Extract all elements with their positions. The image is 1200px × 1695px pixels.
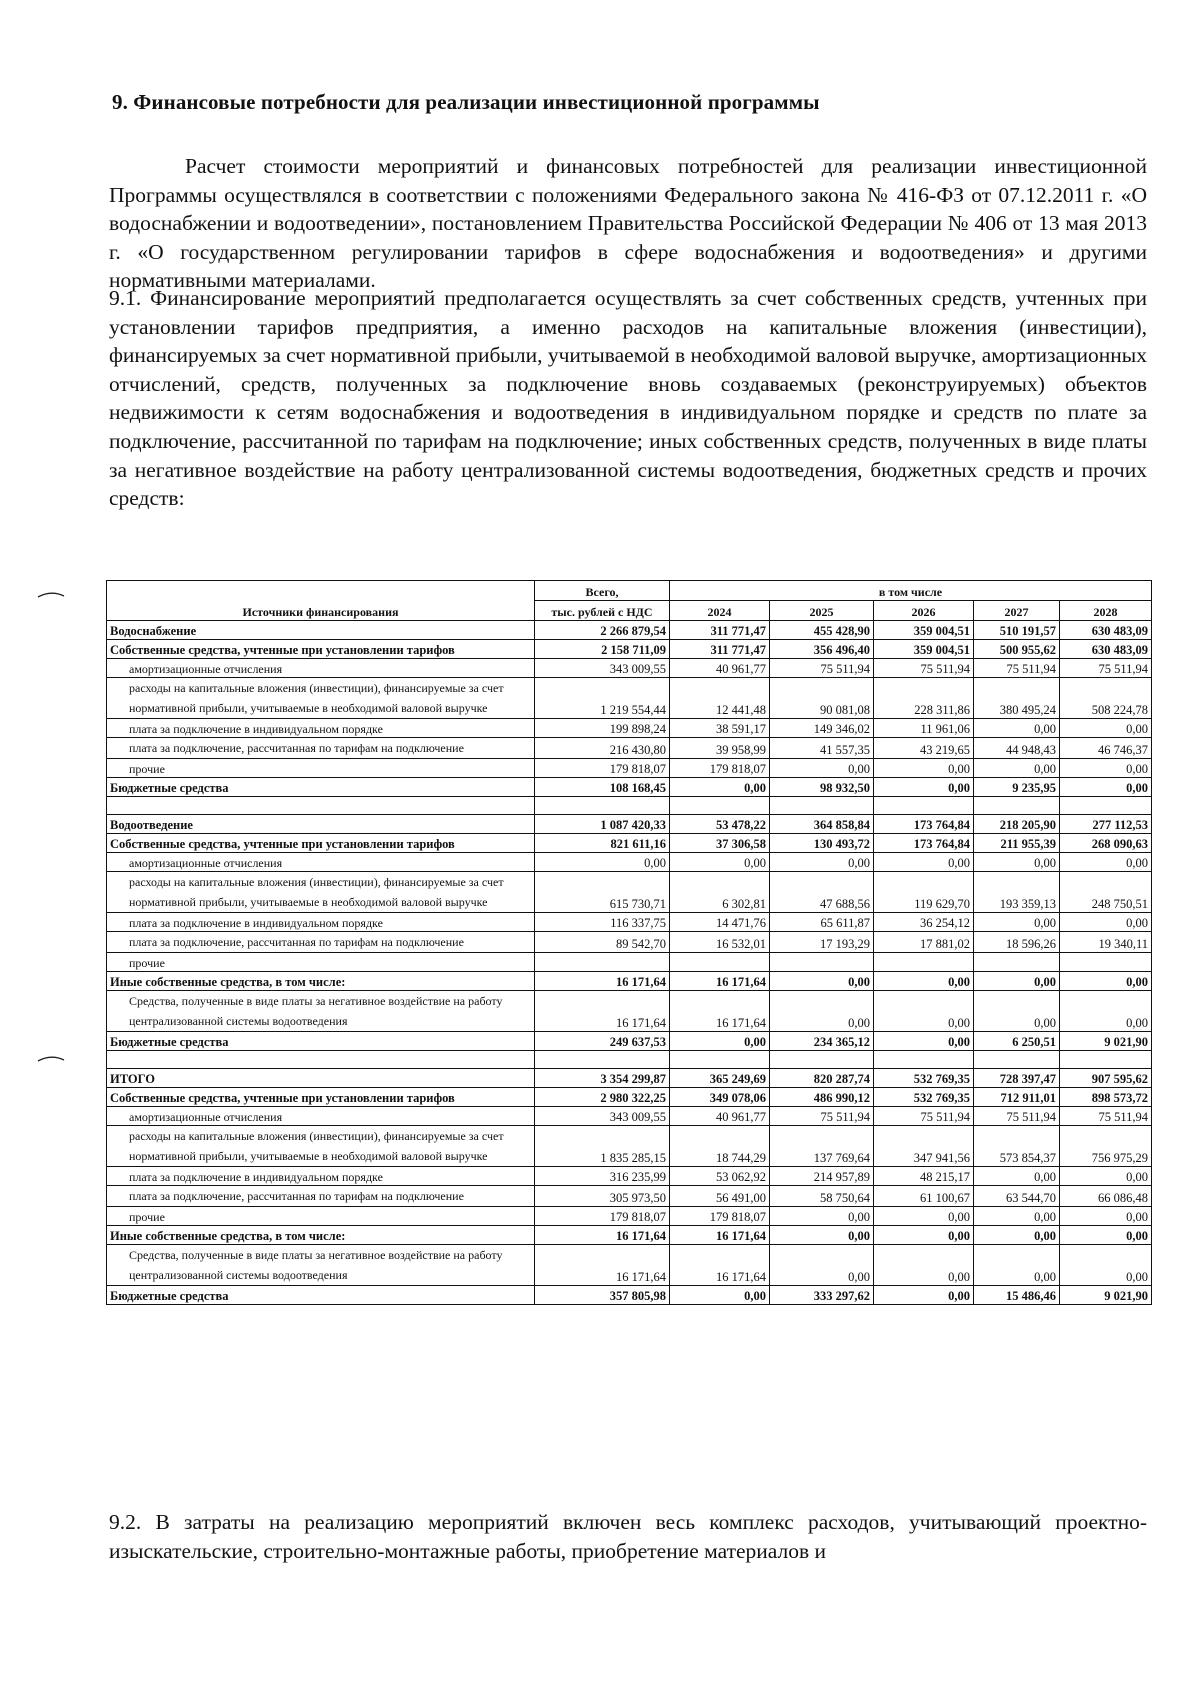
cell-year-value: 898 573,72 (1060, 1088, 1152, 1107)
cell-year-value: 9 021,90 (1060, 1286, 1152, 1305)
cell-year-value: 349 078,06 (670, 1088, 770, 1107)
cell-total: 249 637,53 (535, 1032, 670, 1051)
cell-year-value: 6 302,81 (670, 872, 770, 913)
cell-year-value: 0,00 (1060, 759, 1152, 778)
cell-year-value: 248 750,51 (1060, 872, 1152, 913)
cell-year-value: 0,00 (1060, 991, 1152, 1032)
cell-year-value: 75 511,94 (874, 1107, 974, 1126)
row-label: амортизационные отчисления (107, 853, 535, 872)
cell-year-value: 333 297,62 (770, 1286, 874, 1305)
cell-year-value: 486 990,12 (770, 1088, 874, 1107)
table-row (107, 719, 1152, 738)
cell-year-value: 0,00 (974, 1167, 1060, 1186)
row-label: Бюджетные средства (107, 1286, 535, 1305)
table-row (107, 872, 1152, 913)
cell-total: 16 171,64 (535, 1245, 670, 1286)
cell-year-value: 173 764,84 (874, 834, 974, 853)
row-label: Собственные средства, учтенные при установлении тарифов (107, 1088, 535, 1107)
cell-year-value: 0,00 (1060, 778, 1152, 797)
table-row (107, 738, 1152, 759)
cell-total: 16 171,64 (535, 991, 670, 1032)
cell-year-value: 41 557,35 (770, 738, 874, 759)
table-row (107, 1088, 1152, 1107)
cell-year-value: 573 854,37 (974, 1126, 1060, 1167)
table-row (107, 759, 1152, 778)
cell-total: 16 171,64 (535, 1226, 670, 1245)
row-label: Иные собственные средства, в том числе: (107, 972, 535, 991)
row-label: ИТОГО (107, 1069, 535, 1088)
cell-total: 305 973,50 (535, 1186, 670, 1207)
cell-year-value: 179 818,07 (670, 1207, 770, 1226)
cell-year-value: 0,00 (1060, 1167, 1152, 1186)
header-total-line2: тыс. рублей с НДС (535, 601, 670, 621)
cell-year-value: 820 287,74 (770, 1069, 874, 1088)
cell-year-value: 0,00 (974, 1245, 1060, 1286)
cell-year-value: 218 205,90 (974, 815, 1060, 834)
row-label: расходы на капитальные вложения (инвестиции), финансируемые за счет нормативной прибыли, учитываемые в необходимой валовой выручке (107, 678, 535, 719)
header-year: 2028 (1060, 601, 1152, 621)
cell-year-value: 16 171,64 (670, 991, 770, 1032)
cell-year-value: 0,00 (874, 1245, 974, 1286)
row-label: Водоснабжение (107, 621, 535, 640)
cell-total: 821 611,16 (535, 834, 670, 853)
cell-year-value: 65 611,87 (770, 913, 874, 932)
table-row (107, 659, 1152, 678)
cell-year-value: 728 397,47 (974, 1069, 1060, 1088)
cell-year-value: 0,00 (974, 759, 1060, 778)
table-row (107, 1107, 1152, 1126)
cell-total (535, 953, 670, 972)
cell-total: 116 337,75 (535, 913, 670, 932)
cell-year-value: 38 591,17 (670, 719, 770, 738)
cell-year-value: 66 086,48 (1060, 1186, 1152, 1207)
cell-total: 357 805,98 (535, 1286, 670, 1305)
cell-year-value: 0,00 (770, 1207, 874, 1226)
cell-year-value: 9 021,90 (1060, 1032, 1152, 1051)
cell-year-value: 0,00 (670, 778, 770, 797)
cell-year-value (874, 1051, 974, 1069)
cell-year-value: 0,00 (1060, 1226, 1152, 1245)
row-label: расходы на капитальные вложения (инвестиции), финансируемые за счет нормативной прибыли, учитываемые в необходимой валовой выручке (107, 872, 535, 913)
cell-year-value: 58 750,64 (770, 1186, 874, 1207)
row-label: амортизационные отчисления (107, 659, 535, 678)
cell-year-value (670, 1051, 770, 1069)
cell-year-value: 63 544,70 (974, 1186, 1060, 1207)
cell-year-value: 75 511,94 (1060, 659, 1152, 678)
cell-year-value: 364 858,84 (770, 815, 874, 834)
row-label: прочие (107, 953, 535, 972)
cell-total: 179 818,07 (535, 759, 670, 778)
cell-year-value: 173 764,84 (874, 815, 974, 834)
cell-year-value: 0,00 (670, 1286, 770, 1305)
cell-year-value: 0,00 (974, 1207, 1060, 1226)
cell-total: 1 835 285,15 (535, 1126, 670, 1167)
cell-total: 343 009,55 (535, 659, 670, 678)
cell-year-value (874, 797, 974, 815)
cell-year-value: 712 911,01 (974, 1088, 1060, 1107)
header-year: 2024 (670, 601, 770, 621)
cell-year-value: 0,00 (874, 778, 974, 797)
cell-year-value: 0,00 (974, 1226, 1060, 1245)
cell-year-value: 75 511,94 (770, 659, 874, 678)
table-row (107, 953, 1152, 972)
cell-year-value: 75 511,94 (874, 659, 974, 678)
table-row (107, 1051, 1152, 1069)
row-label: Собственные средства, учтенные при установлении тарифов (107, 640, 535, 659)
cell-year-value: 16 171,64 (670, 972, 770, 991)
cell-year-value: 53 478,22 (670, 815, 770, 834)
row-label: Собственные средства, учтенные при установлении тарифов (107, 834, 535, 853)
header-year: 2026 (874, 601, 974, 621)
cell-year-value: 347 941,56 (874, 1126, 974, 1167)
cell-total: 179 818,07 (535, 1207, 670, 1226)
cell-year-value: 48 215,17 (874, 1167, 974, 1186)
cell-year-value (770, 953, 874, 972)
paragraph-intro: Расчет стоимости мероприятий и финансовых потребностей для реализации инвестиционной Программы осуществлялся в соответствии с положениями Федерального закона № 416-ФЗ от 07.12.2011 г. «О водоснабжении и водоотведении», постановлением Правительства Российской Федерации № 406 от 13 мая 2013 г. «О государственном регулировании тарифов в сфере водоснабжения и водоотведения» и другими нормативными материалами. (109, 154, 1147, 293)
row-label: плата за подключение, рассчитанная по тарифам на подключение (107, 1186, 535, 1207)
cell-year-value: 75 511,94 (1060, 1107, 1152, 1126)
cell-year-value: 75 511,94 (770, 1107, 874, 1126)
table-row (107, 1126, 1152, 1167)
table-row (107, 1032, 1152, 1051)
cell-year-value: 90 081,08 (770, 678, 874, 719)
cell-year-value: 0,00 (874, 972, 974, 991)
cell-year-value: 0,00 (670, 1032, 770, 1051)
cell-year-value: 0,00 (1060, 719, 1152, 738)
cell-year-value: 0,00 (874, 853, 974, 872)
cell-year-value: 0,00 (770, 991, 874, 1032)
cell-total: 1 087 420,33 (535, 815, 670, 834)
table-body (107, 621, 1152, 1305)
cell-year-value: 130 493,72 (770, 834, 874, 853)
cell-year-value: 16 171,64 (670, 1245, 770, 1286)
cell-year-value: 9 235,95 (974, 778, 1060, 797)
cell-year-value: 39 958,99 (670, 738, 770, 759)
cell-year-value: 234 365,12 (770, 1032, 874, 1051)
cell-total: 0,00 (535, 853, 670, 872)
row-label (107, 797, 535, 815)
cell-year-value (874, 953, 974, 972)
table-row (107, 913, 1152, 932)
table-header (107, 581, 1152, 621)
row-label: расходы на капитальные вложения (инвестиции), финансируемые за счет нормативной прибыли, учитываемые в необходимой валовой выручке (107, 1126, 535, 1167)
cell-year-value: 75 511,94 (974, 1107, 1060, 1126)
table-row (107, 815, 1152, 834)
cell-year-value: 16 532,01 (670, 932, 770, 953)
cell-year-value: 0,00 (874, 1226, 974, 1245)
cell-year-value: 0,00 (974, 972, 1060, 991)
cell-year-value: 211 955,39 (974, 834, 1060, 853)
row-label: Средства, полученные в виде платы за негативное воздействие на работу централизованной системы водоотведения (107, 1245, 535, 1286)
row-label: плата за подключение в индивидуальном порядке (107, 913, 535, 932)
header-source: Источники финансирования (107, 581, 535, 621)
cell-year-value: 532 769,35 (874, 1088, 974, 1107)
row-label: Средства, полученные в виде платы за негативное воздействие на работу централизованной системы водоотведения (107, 991, 535, 1032)
cell-total: 16 171,64 (535, 972, 670, 991)
table-row (107, 678, 1152, 719)
cell-year-value: 17 193,29 (770, 932, 874, 953)
header-year: 2027 (974, 601, 1060, 621)
paragraph-9-1: 9.1. Финансирование мероприятий предполагается осуществлять за счет собственных средств, учтенных при установлении тарифов предприятия, а именно расходов на капитальные вложения (инвестиции), финансируемых за счет нормативной прибыли, учитываемой в необходимой валовой выручке, амортизационных отчислений, средств, полученных за подключение вновь создаваемых (реконструируемых) объектов недвижимости к сетям водоснабжения и водоотведения в индивидуальном порядке и средств по плате за подключение, рассчитанной по тарифам на подключение; иных собственных средств, полученных в виде платы за негативное воздействие на работу централизованной системы водоотведения, бюджетных средств и прочих средств: (109, 286, 1147, 511)
cell-year-value (670, 953, 770, 972)
cell-year-value (770, 797, 874, 815)
cell-year-value: 37 306,58 (670, 834, 770, 853)
margin-mark (36, 590, 66, 600)
cell-year-value: 17 881,02 (874, 932, 974, 953)
cell-year-value: 228 311,86 (874, 678, 974, 719)
cell-year-value: 6 250,51 (974, 1032, 1060, 1051)
table-row (107, 797, 1152, 815)
table-row (107, 991, 1152, 1032)
table-row (107, 1245, 1152, 1286)
cell-year-value: 61 100,67 (874, 1186, 974, 1207)
table-row (107, 778, 1152, 797)
cell-total: 343 009,55 (535, 1107, 670, 1126)
cell-total: 2 266 879,54 (535, 621, 670, 640)
cell-year-value: 56 491,00 (670, 1186, 770, 1207)
cell-year-value: 36 254,12 (874, 913, 974, 932)
table-row (107, 621, 1152, 640)
cell-year-value: 0,00 (974, 913, 1060, 932)
cell-year-value: 0,00 (1060, 913, 1152, 932)
cell-year-value (1060, 953, 1152, 972)
cell-year-value: 14 471,76 (670, 913, 770, 932)
cell-year-value: 532 769,35 (874, 1069, 974, 1088)
cell-year-value: 0,00 (770, 972, 874, 991)
cell-total: 3 354 299,87 (535, 1069, 670, 1088)
cell-year-value: 0,00 (1060, 1207, 1152, 1226)
cell-year-value (1060, 1051, 1152, 1069)
cell-year-value: 0,00 (974, 991, 1060, 1032)
cell-total: 1 219 554,44 (535, 678, 670, 719)
cell-year-value: 0,00 (770, 853, 874, 872)
table-row (107, 1207, 1152, 1226)
cell-year-value: 0,00 (974, 853, 1060, 872)
cell-year-value (670, 797, 770, 815)
section-title: 9. Финансовые потребности для реализации инвестиционной программы (112, 90, 820, 114)
cell-year-value: 44 948,43 (974, 738, 1060, 759)
header-including: в том числе (670, 581, 1152, 601)
table-row (107, 1226, 1152, 1245)
margin-mark (36, 1054, 66, 1064)
cell-total: 216 430,80 (535, 738, 670, 759)
row-label: Бюджетные средства (107, 1032, 535, 1051)
cell-year-value: 365 249,69 (670, 1069, 770, 1088)
table-row (107, 853, 1152, 872)
table-row (107, 932, 1152, 953)
cell-year-value: 0,00 (770, 1245, 874, 1286)
cell-year-value: 15 486,46 (974, 1286, 1060, 1305)
cell-year-value: 53 062,92 (670, 1167, 770, 1186)
cell-year-value: 510 191,57 (974, 621, 1060, 640)
table-row (107, 1186, 1152, 1207)
cell-year-value: 0,00 (874, 991, 974, 1032)
cell-year-value: 356 496,40 (770, 640, 874, 659)
cell-year-value: 47 688,56 (770, 872, 874, 913)
row-label: прочие (107, 759, 535, 778)
cell-year-value: 380 495,24 (974, 678, 1060, 719)
cell-year-value: 0,00 (874, 759, 974, 778)
cell-year-value: 46 746,37 (1060, 738, 1152, 759)
cell-year-value: 0,00 (874, 1286, 974, 1305)
cell-year-value: 98 932,50 (770, 778, 874, 797)
paragraph-9-2: 9.2. В затраты на реализацию мероприятий включен весь комплекс расходов, учитывающий проектно-изыскательские, строительно-монтажные работы, приобретение материалов и (109, 1510, 1147, 1563)
cell-year-value: 311 771,47 (670, 640, 770, 659)
cell-year-value (974, 953, 1060, 972)
cell-year-value: 500 955,62 (974, 640, 1060, 659)
cell-total: 316 235,99 (535, 1167, 670, 1186)
cell-year-value: 18 744,29 (670, 1126, 770, 1167)
cell-year-value: 0,00 (874, 1032, 974, 1051)
cell-total: 2 158 711,09 (535, 640, 670, 659)
row-label: Иные собственные средства, в том числе: (107, 1226, 535, 1245)
cell-year-value (974, 797, 1060, 815)
cell-year-value: 0,00 (1060, 1245, 1152, 1286)
table-row (107, 972, 1152, 991)
cell-year-value: 179 818,07 (670, 759, 770, 778)
cell-year-value: 0,00 (770, 1226, 874, 1245)
cell-year-value: 311 771,47 (670, 621, 770, 640)
cell-year-value: 0,00 (874, 1207, 974, 1226)
cell-total: 615 730,71 (535, 872, 670, 913)
cell-year-value: 137 769,64 (770, 1126, 874, 1167)
cell-year-value: 907 595,62 (1060, 1069, 1152, 1088)
cell-year-value: 12 441,48 (670, 678, 770, 719)
cell-year-value: 455 428,90 (770, 621, 874, 640)
cell-year-value: 149 346,02 (770, 719, 874, 738)
cell-year-value: 0,00 (670, 853, 770, 872)
table-row (107, 640, 1152, 659)
cell-year-value: 75 511,94 (974, 659, 1060, 678)
table-row (107, 1286, 1152, 1305)
header-total-line1: Всего, (535, 581, 670, 601)
cell-year-value: 630 483,09 (1060, 621, 1152, 640)
cell-year-value: 508 224,78 (1060, 678, 1152, 719)
cell-total: 2 980 322,25 (535, 1088, 670, 1107)
financing-table (106, 580, 1152, 1305)
cell-year-value: 359 004,51 (874, 621, 974, 640)
table-row (107, 1167, 1152, 1186)
row-label: амортизационные отчисления (107, 1107, 535, 1126)
cell-year-value: 40 961,77 (670, 1107, 770, 1126)
cell-year-value: 18 596,26 (974, 932, 1060, 953)
cell-total (535, 1051, 670, 1069)
cell-year-value: 40 961,77 (670, 659, 770, 678)
cell-total: 89 542,70 (535, 932, 670, 953)
cell-year-value: 630 483,09 (1060, 640, 1152, 659)
cell-total (535, 797, 670, 815)
row-label: плата за подключение в индивидуальном порядке (107, 719, 535, 738)
row-label (107, 1051, 535, 1069)
cell-year-value (1060, 797, 1152, 815)
cell-year-value: 11 961,06 (874, 719, 974, 738)
cell-year-value: 756 975,29 (1060, 1126, 1152, 1167)
row-label: прочие (107, 1207, 535, 1226)
cell-year-value: 0,00 (1060, 853, 1152, 872)
row-label: плата за подключение, рассчитанная по тарифам на подключение (107, 932, 535, 953)
cell-year-value: 0,00 (1060, 972, 1152, 991)
table-row (107, 1069, 1152, 1088)
cell-year-value: 268 090,63 (1060, 834, 1152, 853)
row-label: плата за подключение, рассчитанная по тарифам на подключение (107, 738, 535, 759)
cell-year-value: 214 957,89 (770, 1167, 874, 1186)
cell-year-value: 119 629,70 (874, 872, 974, 913)
cell-year-value: 277 112,53 (1060, 815, 1152, 834)
row-label: плата за подключение в индивидуальном порядке (107, 1167, 535, 1186)
row-label: Бюджетные средства (107, 778, 535, 797)
cell-year-value: 0,00 (974, 719, 1060, 738)
table-row (107, 834, 1152, 853)
cell-year-value (974, 1051, 1060, 1069)
cell-year-value: 0,00 (770, 759, 874, 778)
row-label: Водоотведение (107, 815, 535, 834)
cell-year-value: 193 359,13 (974, 872, 1060, 913)
cell-year-value (770, 1051, 874, 1069)
header-year: 2025 (770, 601, 874, 621)
cell-year-value: 43 219,65 (874, 738, 974, 759)
cell-total: 199 898,24 (535, 719, 670, 738)
cell-year-value: 16 171,64 (670, 1226, 770, 1245)
cell-year-value: 359 004,51 (874, 640, 974, 659)
cell-year-value: 19 340,11 (1060, 932, 1152, 953)
cell-total: 108 168,45 (535, 778, 670, 797)
